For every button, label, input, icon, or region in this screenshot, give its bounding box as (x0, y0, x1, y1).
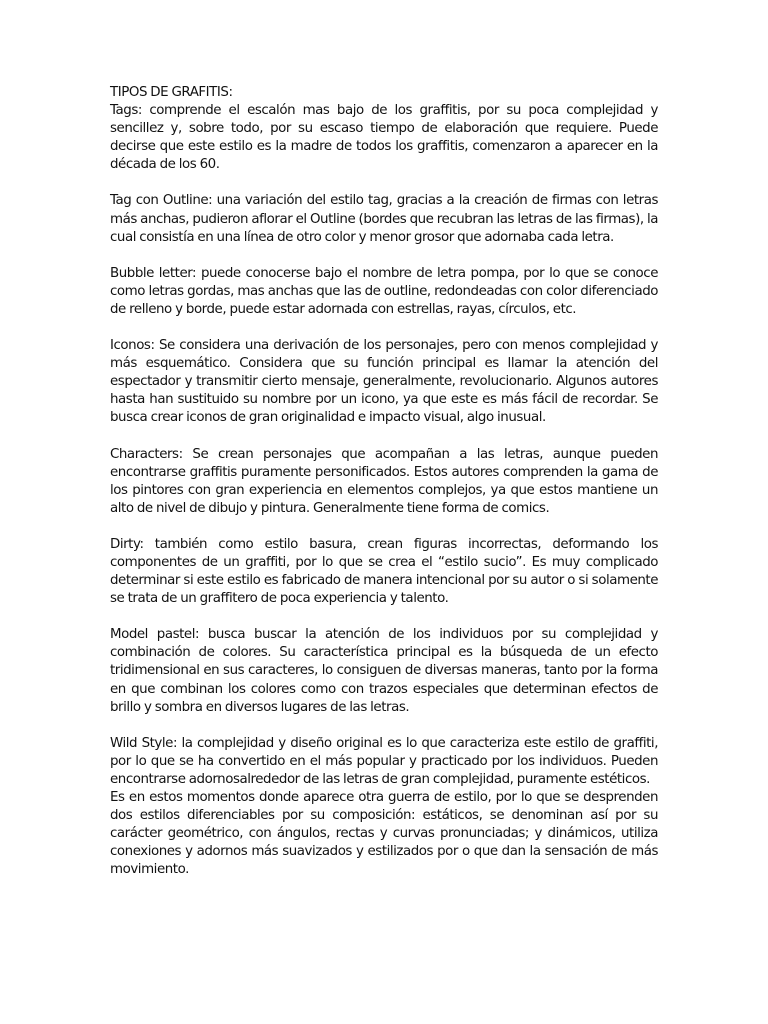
paragraph-tags: Tags: comprende el escalón mas bajo de los graffitis, por su poca complejidad y sencillez y, sobre todo, por su escaso tiempo de elaboración que requiere. Puede decirse que este estilo es la madre de todos los graffitis, comenzaron a aparecer en la década de los 60. (110, 103, 658, 173)
paragraph-model-pastel: Model pastel: busca buscar la atención de los individuos por su complejidad y combinación de colores. Su característica principal es la búsqueda de un efecto tridimensional en sus caracteres, lo consiguen de diversas maneras, tanto por la forma en que combinan los colores como con trazos especiales que determinan efectos de brillo y sombra en diversos lugares de las letras. (110, 627, 658, 715)
paragraph-tag-outline: Tag con Outline: una variación del estilo tag, gracias a la creación de firmas con letras más anchas, pudieron aflorar el Outline (bordes que recubran las letras de las firmas), la cual consistía en una línea de otro color y menor grosor que adornaba cada letra. (110, 193, 658, 245)
paragraph-iconos: Iconos: Se considera una derivación de los personajes, pero con menos complejidad y más esquemático. Considera que su función principal es llamar la atención del espectador y transmitir cierto mensaje, generalmente, revolucionario. Algunos autores hasta han sustituido su nombre por un icono, ya que este es más fácil de recordar. Se busca crear iconos de gran originalidad e impacto visual, algo inusual. (110, 338, 658, 426)
paragraph-bubble-letter: Bubble letter: puede conocerse bajo el nombre de letra pompa, por lo que se conoce como letras gordas, mas anchas que las de outline, redondeadas con color diferenciado de relleno y borde, puede estar adornada con estrellas, rayas, círculos, etc. (110, 265, 658, 317)
document-title: TIPOS DE GRAFITIS: (110, 85, 233, 100)
document-page (110, 84, 658, 879)
paragraph-dirty: Dirty: también como estilo basura, crean figuras incorrectas, deformando los componentes de un graffiti, por lo que se crea el “estilo sucio”. Es muy complicado determinar si este estilo es fabricado de manera intencional por su autor o si solamente se trata de un graffitero de poca experiencia y talento. (110, 536, 658, 607)
paragraph-estilos: Es en estos momentos donde aparece otra guerra de estilo, por lo que se desprenden dos estilos diferenciables por su composición: estáticos, se denominan así por su carácter geométrico, con ángulos, rectas y curvas pronunciadas; y dinámicos, utiliza conexiones y adornos más suavizados y estilizados por o que dan la sensación de más movimiento. (110, 790, 658, 878)
paragraph-characters: Characters: Se crean personajes que acompañan a las letras, aunque pueden encontrarse graffitis puramente personificados. Estos autores comprenden la gama de los pintores con gran experiencia en elementos complejos, ya que estos mantiene un alto de nivel de dibujo y pintura. Generalmente tiene forma de comics. (110, 446, 658, 516)
paragraph-wild-style: Wild Style: la complejidad y diseño original es lo que caracteriza este estilo de graffiti, por lo que se ha convertido en el más popular y practicado por los individuos. Pueden encontrarse adornosalrededor de las letras de gran complejidad, puramente estéticos. (110, 735, 658, 787)
